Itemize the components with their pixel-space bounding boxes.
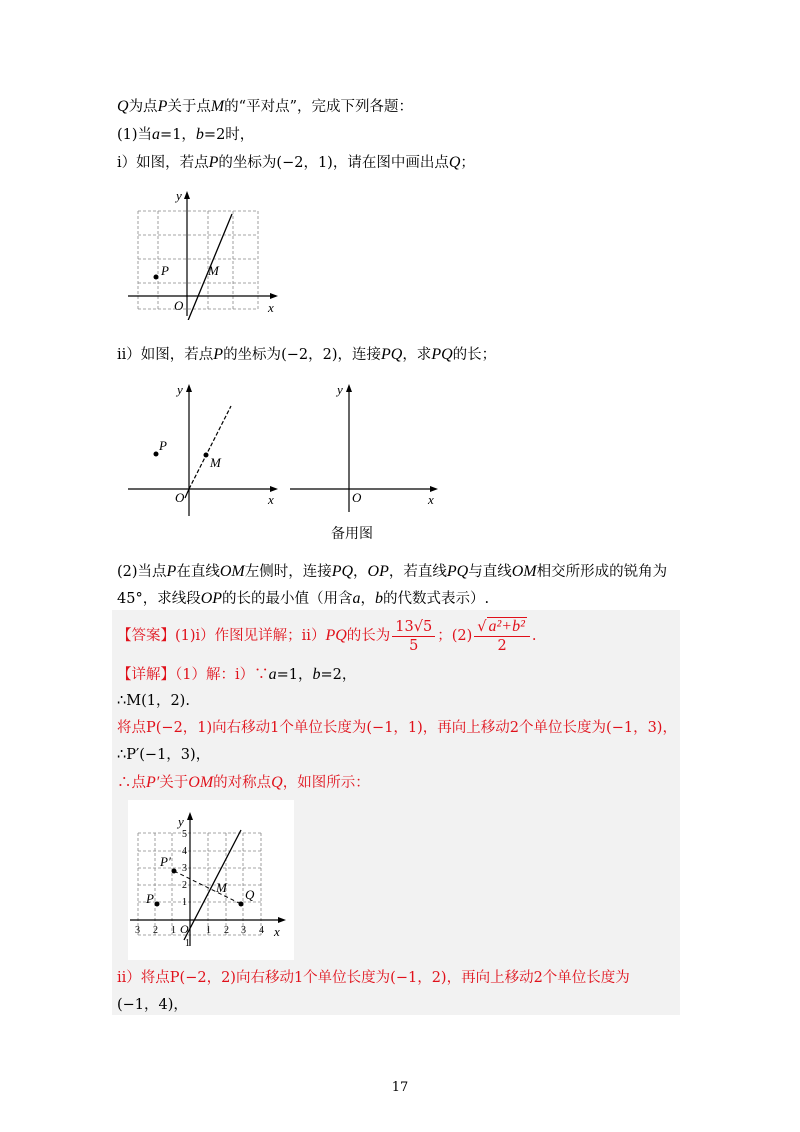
frac-num: 13√5	[392, 618, 435, 637]
text: =1，	[160, 127, 196, 143]
text: (1)当	[117, 127, 153, 143]
part1-line	[117, 124, 254, 146]
text: 关于点	[167, 99, 211, 115]
var-p: P	[166, 563, 177, 580]
text: 左侧时，连接	[244, 564, 332, 580]
text: 的坐标为	[218, 155, 277, 171]
var-p: P	[213, 346, 224, 363]
text: 的长的最小值（用含	[222, 591, 353, 607]
var-b: b	[195, 126, 204, 143]
sub-ii-line	[117, 344, 496, 366]
detail-line-7: (−1，4)，	[117, 997, 188, 1013]
text: 相交所形成的锐角为	[536, 564, 668, 580]
text: 的长；	[452, 347, 497, 363]
detail-tag: 【详解】	[117, 667, 175, 683]
label-x: x	[268, 492, 274, 507]
var-p-prime: P′	[146, 774, 160, 791]
text: (2)当点	[117, 564, 167, 580]
grid	[138, 211, 258, 309]
tick-y-1: 1	[182, 897, 187, 908]
label-m: M	[216, 880, 227, 895]
text: ，连接	[337, 347, 381, 363]
var-m: M	[210, 98, 225, 115]
sqrt-content: a²+b²	[488, 617, 525, 635]
graph-backup	[288, 378, 448, 518]
label-y: y	[178, 814, 184, 829]
part2-line-1	[117, 561, 667, 583]
label-m: M	[210, 455, 221, 470]
detail-line-5	[117, 772, 370, 794]
label-y: y	[337, 382, 343, 397]
text: 的代数式表示）.	[383, 591, 490, 607]
text: =2，	[320, 667, 357, 683]
label-p: P	[161, 263, 169, 278]
text: =1，	[276, 667, 313, 683]
line-om-ext	[185, 489, 189, 498]
text: ，如图所示：	[282, 775, 370, 791]
label-x: x	[268, 300, 274, 315]
text: 的对称点	[213, 775, 272, 791]
var-a: a	[268, 666, 277, 683]
line-om	[189, 406, 231, 489]
point-q	[239, 902, 244, 907]
label-x: x	[274, 924, 280, 939]
text: ，请在图中画出点	[332, 155, 449, 171]
var-b: b	[375, 590, 384, 607]
y-arrow	[186, 384, 192, 392]
point-p	[154, 275, 159, 280]
text: ；(2)	[437, 628, 473, 644]
tick-x-2: 2	[224, 925, 229, 936]
tick-y-3: 3	[182, 863, 187, 874]
text: .	[531, 628, 537, 644]
text: 与直线	[468, 564, 512, 580]
var-p: P	[208, 154, 219, 171]
fraction-2	[474, 618, 530, 655]
label-q: Q	[245, 887, 255, 902]
label-p: P	[146, 891, 154, 906]
var-om: OM	[511, 563, 537, 580]
backup-label: 备用图	[331, 526, 373, 542]
label-o: O	[174, 298, 184, 313]
text: ，若直线	[388, 564, 447, 580]
coord: (−2，1)	[276, 155, 333, 171]
part2-line-2	[117, 588, 489, 610]
text: 的长为	[346, 628, 391, 644]
point-p	[155, 902, 160, 907]
label-x: x	[428, 492, 434, 507]
var-pq: PQ	[431, 346, 453, 363]
y-arrow	[346, 384, 352, 392]
text: (1)ⅰ）作图见详解；ⅱ）	[175, 628, 326, 644]
var-a: a	[152, 126, 161, 143]
point-p	[154, 452, 159, 457]
detail-line-6: ⅱ）将点P(−2，2)向右移动1个单位长度为(−1，2)，再向上移动2个单位长度为	[117, 970, 630, 986]
label-m: M	[208, 263, 219, 278]
text: 在直线	[176, 564, 220, 580]
y-arrow	[187, 812, 193, 820]
x-arrow	[270, 293, 278, 299]
text: ，求	[402, 347, 432, 363]
x-arrow	[278, 917, 286, 923]
tick-x-1: 1	[206, 925, 211, 936]
graph-1	[128, 186, 288, 320]
answer-tag: 【答案】	[117, 628, 175, 644]
label-p-prime: P′	[160, 854, 171, 869]
point-p-prime	[172, 869, 177, 874]
label-y: y	[176, 188, 182, 203]
detail-line-1	[117, 664, 356, 686]
answer-line	[117, 616, 537, 656]
var-pq: PQ	[446, 563, 469, 580]
label-o: O	[180, 922, 189, 936]
tick-y-neg1: 1	[185, 938, 190, 949]
var-q: Q	[117, 98, 129, 115]
text: 45°，求线段	[117, 591, 201, 607]
fraction-1	[392, 618, 435, 655]
text: ∴点	[117, 775, 146, 791]
label-o: O	[175, 490, 185, 505]
graph-solution	[128, 800, 294, 960]
frac-num: √ a²+b²	[474, 618, 530, 637]
detail-line-3: 将点P(−2，1)向右移动1个单位长度为(−1，1)，再向上移动2个单位长度为(−1，3)，	[117, 720, 677, 736]
coord: (−2，2)	[281, 347, 338, 363]
text: ⅱ）如图，若点	[117, 347, 214, 363]
var-q: Q	[448, 154, 461, 171]
var-op: OP	[367, 563, 389, 580]
var-q: Q	[271, 774, 283, 791]
text: ；	[460, 155, 475, 171]
tick-x-neg3: 3	[135, 925, 140, 936]
text: 为点	[128, 99, 158, 115]
text: =2时，	[203, 127, 255, 143]
tick-x-3: 3	[241, 925, 246, 936]
var-pq: PQ	[331, 563, 354, 580]
point-m	[204, 453, 209, 458]
y-arrow	[184, 191, 190, 199]
var-om: OM	[188, 774, 214, 791]
line-om	[184, 830, 241, 940]
sub-i-line	[117, 152, 475, 174]
intro-line	[117, 96, 413, 118]
tick-y-4: 4	[182, 846, 187, 857]
tick-y-2: 2	[182, 880, 187, 891]
var-b: b	[312, 666, 321, 683]
label-p: P	[159, 438, 167, 453]
text: 关于	[159, 775, 189, 791]
var-a: a	[352, 590, 361, 607]
var-op: OP	[200, 590, 223, 607]
detail-line-4: ∴P′(−1，3)，	[117, 747, 211, 763]
x-tick-labels	[135, 925, 264, 936]
frac-den: 2	[497, 637, 507, 654]
tick-y-5: 5	[182, 829, 187, 840]
detail-line-2: ∴M(1，2).	[117, 693, 190, 709]
frac-den: 5	[409, 637, 419, 654]
var-pq: PQ	[380, 346, 403, 363]
text: 的“平对点”，完成下列各题：	[224, 99, 413, 115]
tick-x-neg2: 2	[153, 925, 158, 936]
text: ，	[353, 564, 368, 580]
label-y: y	[177, 382, 183, 397]
var-om: OM	[219, 563, 245, 580]
text: （1）解：ⅰ）∵	[175, 667, 269, 683]
var-p: P	[157, 98, 168, 115]
text: ⅰ）如图，若点	[117, 155, 209, 171]
tick-x-4: 4	[259, 925, 264, 936]
text: 的坐标为	[223, 347, 282, 363]
page-number: 17	[391, 1080, 409, 1095]
tick-x-neg1: 1	[171, 925, 176, 936]
graph-2	[128, 378, 288, 518]
text: ，	[360, 591, 376, 607]
label-o: O	[352, 490, 362, 505]
var-pq: PQ	[325, 627, 347, 644]
